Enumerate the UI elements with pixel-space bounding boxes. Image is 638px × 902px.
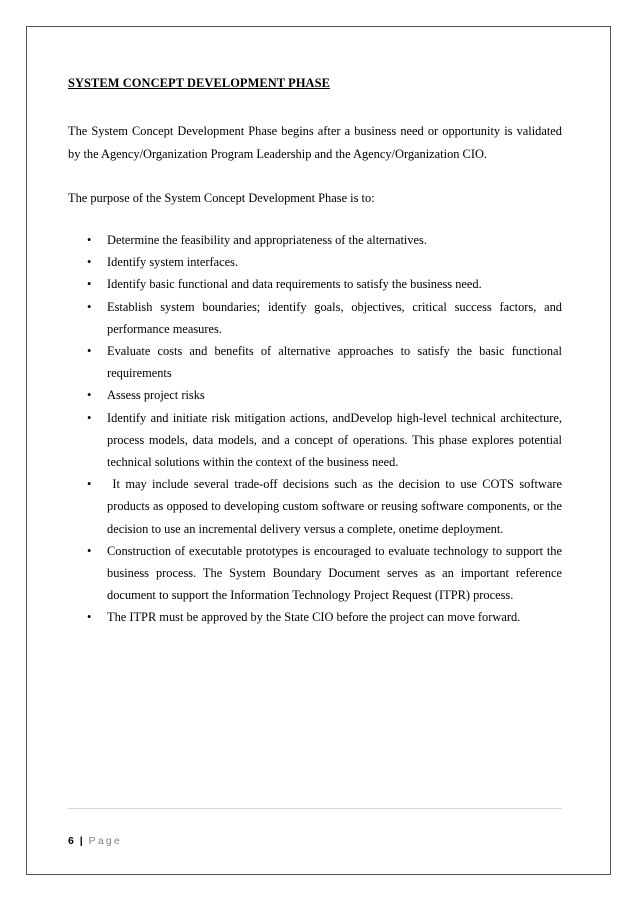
bullet-icon: • (87, 410, 92, 425)
bullet-icon: • (87, 610, 92, 625)
bullet-text: Evaluate costs and benefits of alternative approaches to satisfy the basic functional requirements (107, 344, 562, 381)
bullet-icon: • (87, 277, 92, 292)
bullet-icon: • (87, 477, 92, 492)
page-number: 6 (68, 835, 74, 847)
bullet-icon: • (87, 388, 92, 403)
bullet-text: Identify and initiate risk mitigation actions, andDevelop high-level technical architecture, process models, data models, and a concept of operations. This phase explores potential technical solutions within the context of the business need. (107, 410, 562, 470)
bullet-item (68, 540, 562, 607)
bullet-text: Identify basic functional and data requirements to satisfy the business need. (107, 277, 482, 292)
bullet-item (68, 229, 562, 251)
page-label: Page (88, 835, 122, 847)
bullet-item (68, 384, 562, 406)
bullet-icon: • (87, 233, 92, 247)
bullet-text: Establish system boundaries; identify goals, objectives, critical success factors, and performance measures. (107, 299, 562, 336)
bullet-item (68, 407, 562, 474)
bullet-icon: • (87, 255, 92, 270)
section-heading: SYSTEM CONCEPT DEVELOPMENT PHASE (68, 76, 330, 90)
footer-divider (68, 808, 562, 809)
bullet-text: Identify system interfaces. (107, 255, 239, 270)
bullet-text: It may include several trade-off decisions such as the decision to use COTS software products as opposed to developing custom software or reusing software components, or the decision to use an incremental delivery versus a complete, onetime deployment. (107, 477, 566, 536)
bullet-item (68, 273, 562, 295)
bullet-text: Assess project risks (107, 388, 205, 403)
intro-paragraph: The System Concept Development Phase begins after a business need or opportunity is validated by the Agency/Organization Program Leadership and the Agency/Organization CIO. (68, 124, 562, 161)
bullet-item (68, 296, 562, 340)
page-footer (68, 835, 122, 847)
bullet-icon: • (87, 344, 92, 359)
bullet-item (68, 606, 562, 628)
purpose-paragraph: The purpose of the System Concept Development Phase is to: (68, 191, 375, 205)
bullet-icon: • (87, 543, 92, 558)
bullet-text: The ITPR must be approved by the State CIO before the project can move forward. (107, 610, 521, 625)
bullet-item (68, 473, 566, 540)
purpose-bullet-list (68, 229, 566, 629)
bullet-icon: • (87, 299, 92, 314)
bullet-item (68, 340, 562, 384)
bullet-item (68, 251, 562, 273)
bullet-text: Construction of executable prototypes is encouraged to evaluate technology to support the business process. The System Boundary Document serves as an important reference document to support the Information Technology Project Request (ITPR) process. (107, 543, 562, 603)
footer-separator: | (79, 835, 83, 847)
bullet-text: Determine the feasibility and appropriateness of the alternatives. (107, 233, 427, 247)
